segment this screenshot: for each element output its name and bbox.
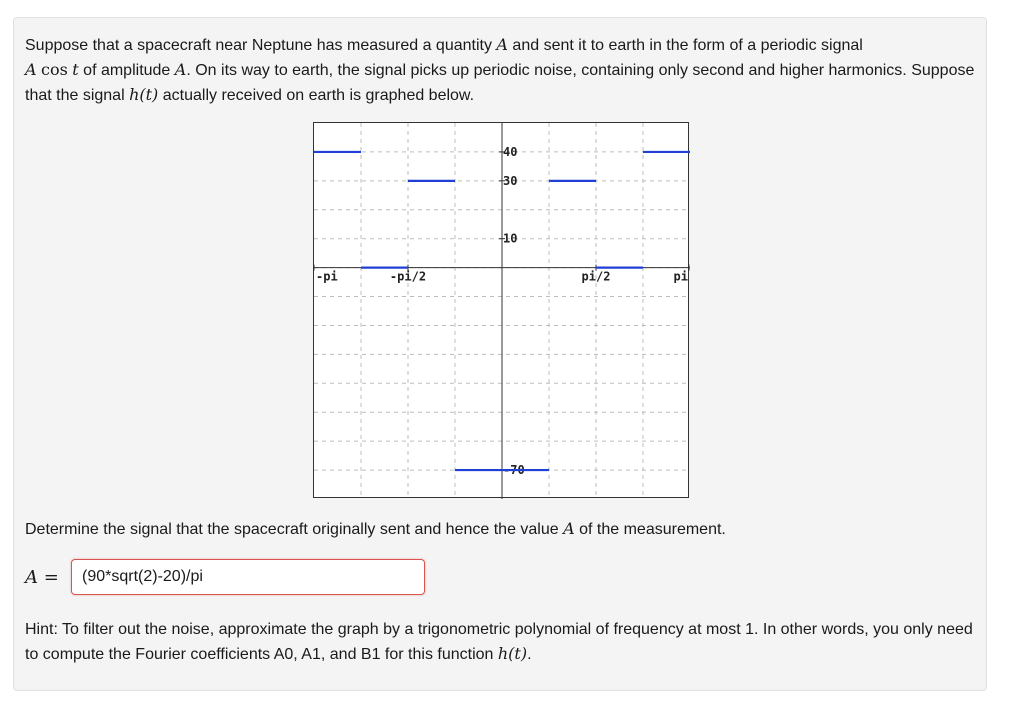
question-card (13, 17, 987, 691)
signal-chart-svg (314, 123, 690, 499)
problem-text: and sent it to earth in the form of a periodic signal (507, 37, 863, 54)
problem-statement (25, 33, 975, 108)
math-A: A (25, 60, 37, 79)
math-h-of-t: h(t) (497, 644, 528, 663)
math-A: A (174, 60, 187, 79)
problem-text: . On its way to earth, the signal picks up periodic noise, containing only second and higher harmonics. Suppose that the signal (25, 62, 975, 104)
hint-body: Hint: To filter out the noise, approximate the graph by a trigonometric polynomial of frequency at most 1. In other words, you only need to compute the Fourier coefficients A0, A1, and B1 for this function (25, 621, 973, 663)
prompt-text: Determine the signal that the spacecraft originally sent and hence the value (25, 521, 564, 538)
math-cos: cos (41, 60, 68, 79)
y-tick-label: 40 (503, 144, 518, 159)
answer-input[interactable] (71, 559, 425, 595)
hint-body: . (527, 646, 532, 663)
x-tick-label: -pi (316, 269, 338, 284)
hint-text (25, 618, 975, 667)
determine-prompt (25, 517, 975, 542)
answer-row (25, 559, 71, 595)
prompt-text: of the measurement. (574, 521, 726, 538)
problem-text: Suppose that a spacecraft near Neptune has measured a quantity (25, 37, 497, 54)
signal-graph (313, 122, 689, 498)
y-tick-label: 10 (503, 231, 518, 246)
y-tick-label: -70 (503, 463, 525, 478)
problem-text: of amplitude (78, 62, 175, 79)
math-t: t (72, 60, 79, 79)
answer-label: A = (25, 566, 59, 588)
problem-text: actually received on earth is graphed below. (158, 87, 475, 104)
math-A: A (563, 519, 575, 538)
x-tick-label: -pi/2 (389, 269, 427, 284)
x-tick-label: pi/2 (581, 269, 611, 284)
math-A: A (496, 35, 508, 54)
y-tick-label: 30 (503, 173, 518, 188)
x-tick-label: pi (673, 269, 688, 284)
math-h-of-t: h(t) (129, 85, 159, 104)
